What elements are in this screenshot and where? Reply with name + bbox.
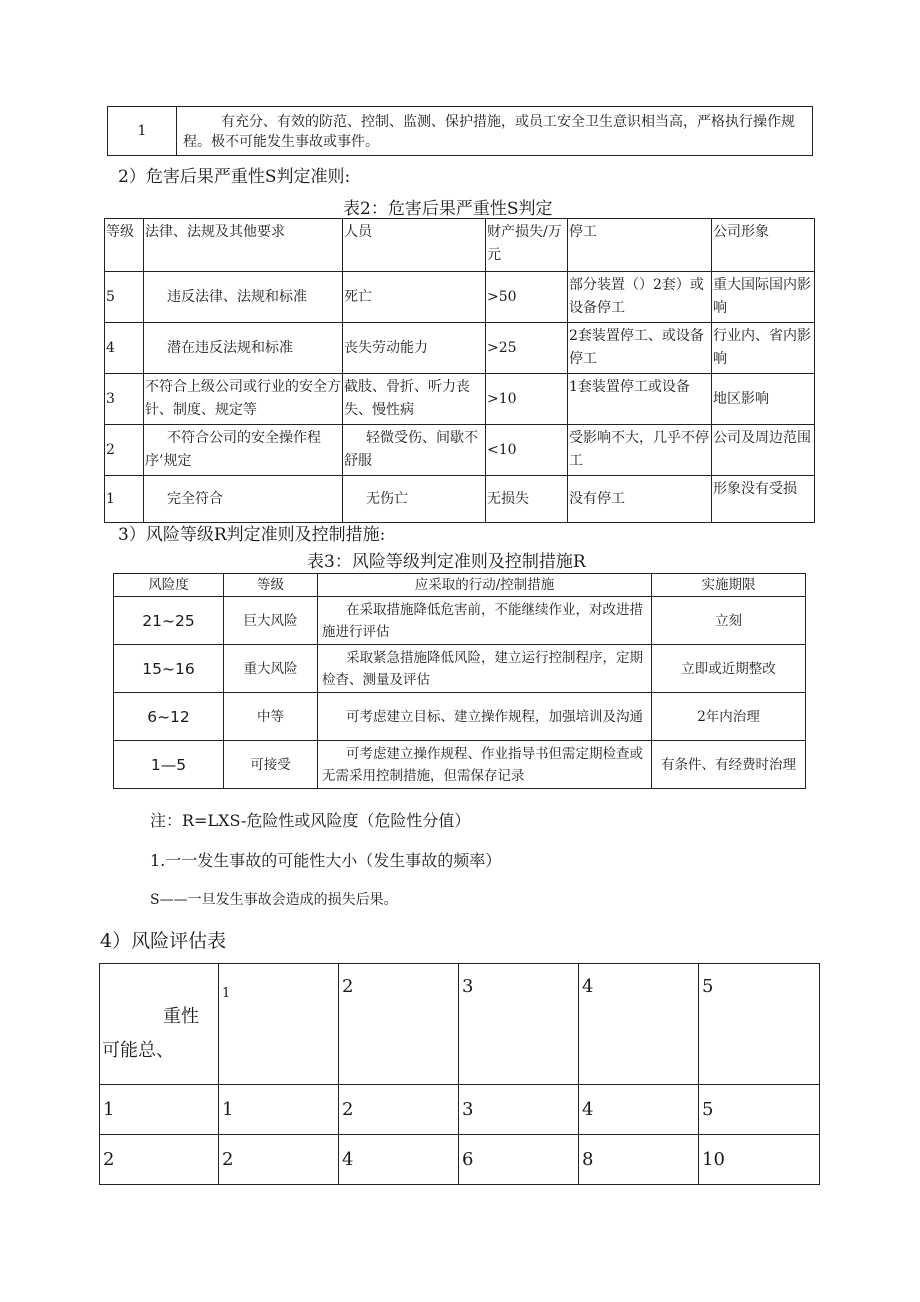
table-row: [105, 374, 815, 425]
risk-degree-cell: 1—5: [114, 741, 224, 789]
personnel-cell: 截肢、骨折、听力丧失、慢性病: [343, 374, 486, 425]
grade-cell: 可接受: [224, 741, 318, 789]
header-level: 等级: [105, 219, 144, 272]
table-2-caption: 表2：危害后果严重性S判定: [343, 199, 553, 219]
level-cell: 2: [105, 425, 144, 476]
table-header-row: [100, 964, 820, 1085]
table-row: [100, 1085, 820, 1135]
loss-cell: >25: [486, 323, 568, 374]
table-row: [108, 107, 813, 156]
table-row: [114, 741, 806, 789]
severity-header: 5: [699, 964, 820, 1085]
likelihood-cell: 1: [100, 1085, 219, 1135]
level-cell: 3: [105, 374, 144, 425]
law-cell: 不符合上级公司或行业的安全方针、制度、规定等: [144, 374, 343, 425]
table-header-row: [114, 574, 806, 597]
table-row: [114, 597, 806, 645]
table-row: [105, 323, 815, 374]
likelihood-cell: 2: [100, 1135, 219, 1185]
loss-cell: >50: [486, 272, 568, 323]
table-row: [100, 1135, 820, 1185]
table-row: [114, 693, 806, 741]
table-row: [105, 476, 815, 523]
level-cell: 1: [108, 107, 177, 156]
shutdown-cell: 2套装置停工、或设备停工: [568, 323, 712, 374]
severity-table: [104, 218, 815, 523]
loss-cell: 无损失: [486, 476, 568, 523]
section-4-heading: 4）风险评估表: [100, 930, 227, 952]
deadline-cell: 立即或近期整改: [652, 645, 806, 693]
likelihood-level-table: [107, 106, 813, 156]
loss-cell: >10: [486, 374, 568, 425]
action-cell: 采取紧急措施降低风险，建立运行控制程序，定期检杳、测量及评估: [318, 645, 652, 693]
action-cell: 在采取措施降低危害前，不能继续作业，对改进措施进行评估: [318, 597, 652, 645]
level-cell: 4: [105, 323, 144, 374]
deadline-cell: 立刻: [652, 597, 806, 645]
shutdown-cell: 1套装置停工或设备: [568, 374, 712, 425]
grade-cell: 巨大风险: [224, 597, 318, 645]
table-row: [105, 425, 815, 476]
header-shutdown: 停工: [568, 219, 712, 272]
action-cell: 可考虑建立操作规程、作业指导书但需定期检查或无需采用控制措施，但需保存记录: [318, 741, 652, 789]
severity-header: 2: [339, 964, 459, 1085]
section-3-heading: 3）风险等级R判定准则及控制措施:: [118, 525, 386, 545]
law-cell: 潜在违反法规和标准: [144, 323, 343, 374]
level-cell: 5: [105, 272, 144, 323]
severity-header: 1: [219, 964, 339, 1085]
image-cell: 地区影响: [712, 374, 815, 425]
header-grade: 等级: [224, 574, 318, 597]
header-risk-degree: 风险度: [114, 574, 224, 597]
header-action: 应采取的行动/控制措施: [318, 574, 652, 597]
risk-level-table: [113, 573, 806, 789]
risk-degree-cell: 21~25: [114, 597, 224, 645]
image-cell: 行业内、省内影响: [712, 323, 815, 374]
risk-degree-cell: 15~16: [114, 645, 224, 693]
note-likelihood: 1.一一发生事故的可能性大小（发生事故的频率）: [150, 851, 502, 870]
personnel-cell: 丧失劳动能力: [343, 323, 486, 374]
personnel-cell: 死亡: [343, 272, 486, 323]
law-cell: 不符合公司的安全操作程序’规定: [144, 425, 343, 476]
header-personnel: 人员: [343, 219, 486, 272]
header-deadline: 实施期限: [652, 574, 806, 597]
shutdown-cell: 部分装置（）2套）或设备停工: [568, 272, 712, 323]
personnel-cell: 无伤亡: [343, 476, 486, 523]
note-severity: S——一旦发生事故会造成的损失后果。: [150, 892, 398, 908]
loss-cell: <10: [486, 425, 568, 476]
header-company-image: 公司形象: [712, 219, 815, 272]
law-cell: 违反法律、法规和标准: [144, 272, 343, 323]
matrix-corner-cell: [100, 964, 219, 1085]
matrix-value: 4: [579, 1085, 699, 1135]
image-cell: 公司及周边范围: [712, 425, 815, 476]
matrix-value: 5: [699, 1085, 820, 1135]
grade-cell: 中等: [224, 693, 318, 741]
header-law: 法律、法规及其他要求: [144, 219, 343, 272]
shutdown-cell: 受影响不大，几乎不停工: [568, 425, 712, 476]
personnel-cell: 轻微受伤、间歇不舒服: [343, 425, 486, 476]
deadline-cell: 2年内治理: [652, 693, 806, 741]
matrix-value: 2: [339, 1085, 459, 1135]
corner-likelihood-label: 可能总、: [102, 1040, 174, 1061]
severity-header: 4: [579, 964, 699, 1085]
grade-cell: 重大风险: [224, 645, 318, 693]
table-header-row: [105, 219, 815, 272]
table-row: [114, 645, 806, 693]
risk-degree-cell: 6~12: [114, 693, 224, 741]
table-3-caption: 表3：风险等级判定准则及控制措施R: [307, 552, 586, 572]
matrix-value: 4: [339, 1135, 459, 1185]
matrix-value: 3: [459, 1085, 579, 1135]
matrix-value: 1: [219, 1085, 339, 1135]
severity-header: 3: [459, 964, 579, 1085]
law-cell: 完全符合: [144, 476, 343, 523]
image-cell: 重大国际国内影响: [712, 272, 815, 323]
level-cell: 1: [105, 476, 144, 523]
matrix-value: 10: [699, 1135, 820, 1185]
image-cell: 形象没有受损: [712, 476, 815, 523]
note-formula: 注：R=LXS-危险性或风险度（危险性分值）: [150, 811, 471, 830]
table-row: [105, 272, 815, 323]
deadline-cell: 有条件、有经费时治理: [652, 741, 806, 789]
matrix-value: 2: [219, 1135, 339, 1185]
matrix-value: 6: [459, 1135, 579, 1185]
section-2-heading: 2）危害后果严重性S判定准则:: [118, 167, 351, 187]
action-cell: 可考虑建立目标、建立操作规程，加强培训及沟通: [318, 693, 652, 741]
header-property-loss: 财产损失/万元: [486, 219, 568, 272]
matrix-value: 8: [579, 1135, 699, 1185]
shutdown-cell: 没有停工: [568, 476, 712, 523]
level-description: 有充分、有效的防范、控制、监测、保护措施，或员工安全卫生意识相当高，严格执行操作规程。极不可能发生事故或事件。: [177, 107, 813, 156]
corner-severity-label: 重性: [163, 1006, 199, 1027]
risk-assessment-matrix: [99, 963, 820, 1185]
